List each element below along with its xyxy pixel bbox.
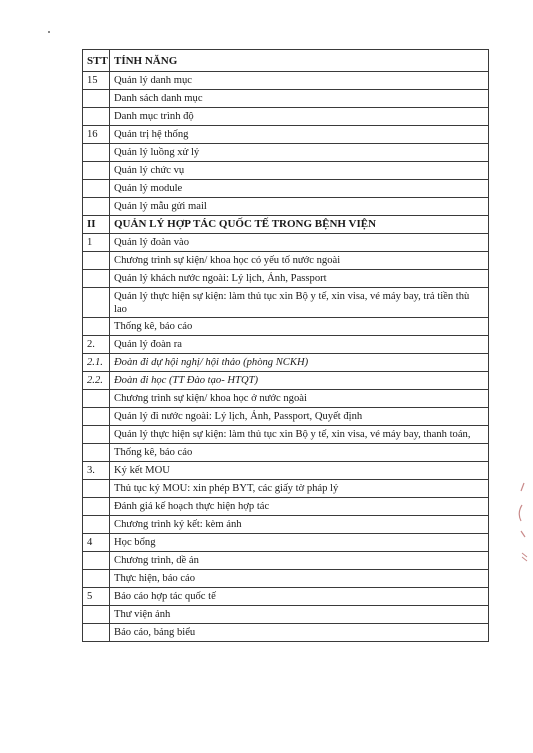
stt-cell [83,624,110,642]
feature-cell: Quản lý luồng xử lý [110,144,489,162]
table-row [83,372,489,390]
stt-cell [83,270,110,288]
table-row [83,144,489,162]
stt-cell [83,444,110,462]
pen-stroke [521,483,524,491]
table-row [83,534,489,552]
feature-cell: Quản lý thực hiện sự kiện: làm thủ tục xin Bộ y tế, xin visa, vé máy bay, trả tiền thù lao [110,288,489,318]
feature-cell: Thủ tục ký MOU: xin phép BYT, các giấy tờ pháp lý [110,480,489,498]
section-title-cell: QUẢN LÝ HỢP TÁC QUỐC TẾ TRONG BỆNH VIỆN [110,216,489,234]
table-row [83,498,489,516]
stt-cell: II [83,216,110,234]
feature-cell: Quản lý khách nước ngoài: Lý lịch, Ảnh, Passport [110,270,489,288]
table-row [83,516,489,534]
stt-cell [83,408,110,426]
feature-cell: Quản lý mẫu gửi mail [110,198,489,216]
stt-cell [83,552,110,570]
feature-cell: Quản lý thực hiện sự kiện: làm thủ tục xin Bộ y tế, xin visa, vé máy bay, thanh toán, [110,426,489,444]
feature-cell: Đánh giá kế hoạch thực hiện hợp tác [110,498,489,516]
table-row [83,180,489,198]
stt-cell [83,606,110,624]
pen-stroke [521,531,525,537]
stt-cell [83,480,110,498]
feature-cell: Đoàn đi học (TT Đào tạo- HTQT) [110,372,489,390]
section-row [83,216,489,234]
table-row [83,390,489,408]
table-row [83,570,489,588]
table-row [83,336,489,354]
table-row [83,252,489,270]
stt-cell: 3. [83,462,110,480]
stt-cell: 2.1. [83,354,110,372]
table-row [83,480,489,498]
table-row [83,408,489,426]
feature-cell: Báo cáo, bảng biểu [110,624,489,642]
table-row [83,288,489,318]
feature-cell: Quản lý đoàn vào [110,234,489,252]
feature-cell: Báo cáo hợp tác quốc tế [110,588,489,606]
stt-cell [83,318,110,336]
stt-cell: 16 [83,126,110,144]
stt-cell [83,198,110,216]
stt-cell [83,144,110,162]
feature-cell: Quản lý đi nước ngoài: Lý lịch, Ảnh, Passport, Quyết định [110,408,489,426]
pen-stroke [519,505,522,521]
stt-cell [83,90,110,108]
stt-cell: 15 [83,72,110,90]
table-row [83,624,489,642]
feature-cell: Chương trình, dề án [110,552,489,570]
table-row [83,270,489,288]
feature-cell: Quản lý chức vụ [110,162,489,180]
table-row [83,462,489,480]
table-row [83,588,489,606]
pen-stroke [522,553,527,561]
stt-cell [83,426,110,444]
stt-cell [83,288,110,318]
margin-pen-marks [512,475,532,565]
table-row [83,198,489,216]
table-row [83,318,489,336]
feature-cell: Học bổng [110,534,489,552]
feature-cell: Đoàn đi dự hội nghị/ hội thảo (phòng NCKH) [110,354,489,372]
feature-cell: Quản lý danh mục [110,72,489,90]
table-row [83,108,489,126]
feature-cell: Danh mục trình độ [110,108,489,126]
feature-cell: Danh sách danh mục [110,90,489,108]
stt-cell: 2.2. [83,372,110,390]
table-row [83,444,489,462]
stt-cell [83,162,110,180]
stt-cell [83,180,110,198]
stt-cell [83,390,110,408]
table-row [83,90,489,108]
feature-cell: Thực hiện, báo cáo [110,570,489,588]
stt-cell: 2. [83,336,110,354]
stt-cell [83,498,110,516]
feature-cell: Chương trình ký kết: kèm ảnh [110,516,489,534]
stt-cell: 4 [83,534,110,552]
feature-cell: Quản lý đoàn ra [110,336,489,354]
feature-cell: Thống kê, báo cáo [110,318,489,336]
feature-cell: Thư viện ảnh [110,606,489,624]
table-row [83,552,489,570]
stt-cell [83,516,110,534]
stt-cell [83,570,110,588]
feature-cell: Quản trị hệ thống [110,126,489,144]
table-row [83,234,489,252]
feature-cell: Thống kê, báo cáo [110,444,489,462]
stt-cell [83,252,110,270]
feature-cell: Quản lý module [110,180,489,198]
stt-cell [83,108,110,126]
feature-cell: Ký kết MOU [110,462,489,480]
stt-cell: 1 [83,234,110,252]
table-row [83,126,489,144]
feature-table [82,49,489,642]
header-stt: STT [83,50,110,72]
table-row [83,606,489,624]
stt-cell: 5 [83,588,110,606]
table-row [83,426,489,444]
feature-cell: Chương trình sự kiện/ khoa học có yếu tố nước ngoài [110,252,489,270]
table-header-row [83,50,489,72]
header-feature: TÍNH NĂNG [110,50,489,72]
feature-cell: Chương trình sự kiện/ khoa học ở nước ngoài [110,390,489,408]
table-row [83,72,489,90]
scan-speck [48,31,50,33]
table-row [83,162,489,180]
table-row [83,354,489,372]
